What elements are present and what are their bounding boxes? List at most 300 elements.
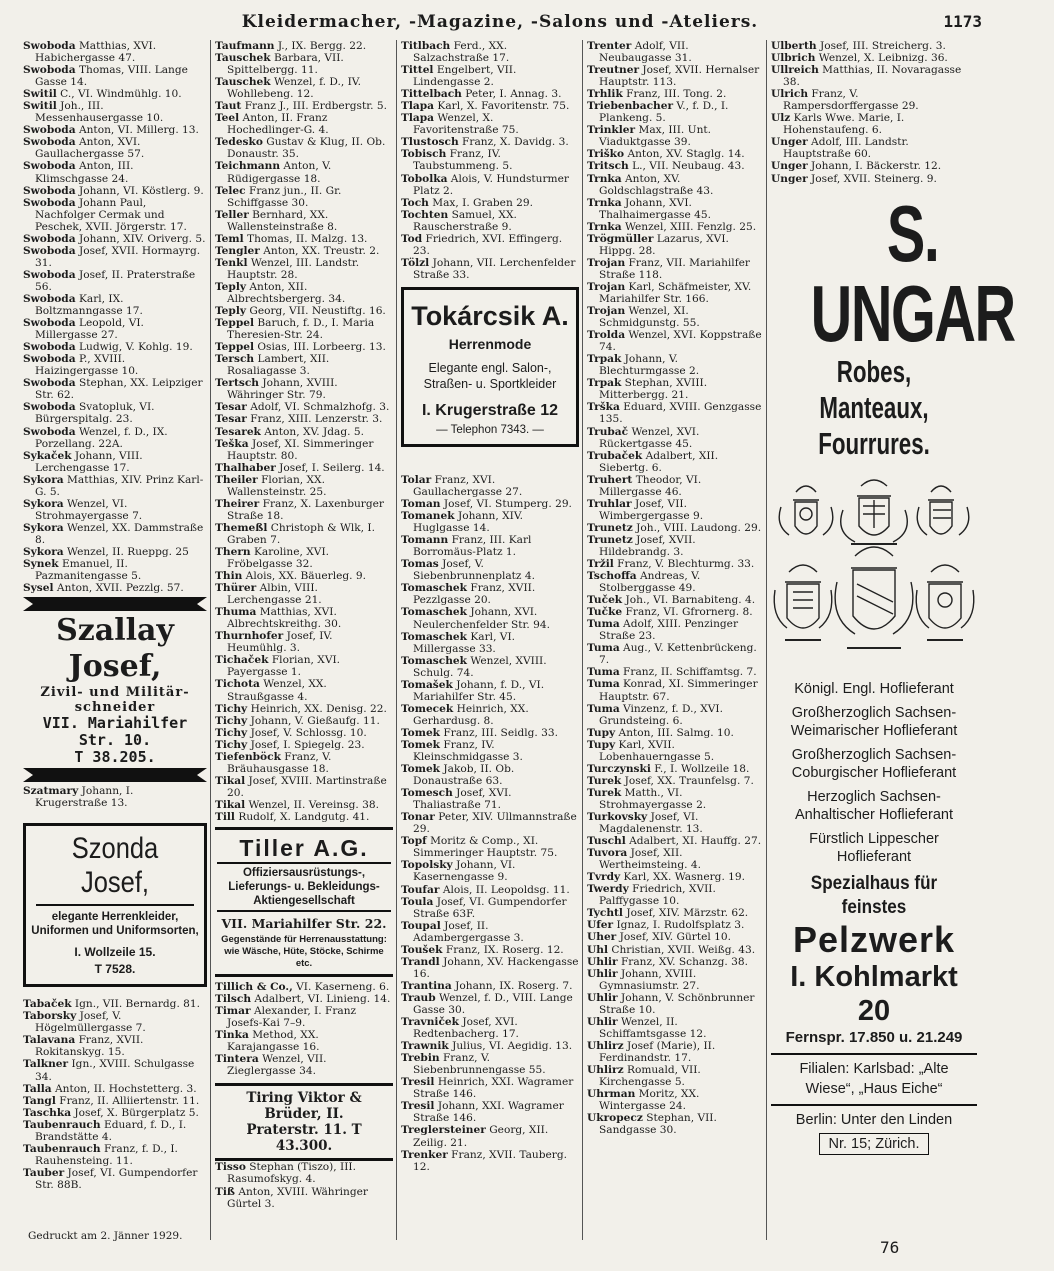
directory-entry: [23, 197, 207, 233]
entry-address: Gustav & Klug, II. Ob. Donaustr. 35.: [227, 136, 386, 161]
entry-address: Wenzel, III. Landstr. Hauptstr. 28.: [227, 256, 360, 281]
column-4: [584, 40, 766, 1220]
entry-name: Thalhaber: [215, 461, 276, 474]
entry-name: Trpak: [587, 353, 622, 366]
directory-entry: [215, 727, 393, 739]
directory-entry: [215, 401, 393, 413]
entry-name: Tomaschek: [401, 630, 468, 643]
entry-name: Tobolka: [401, 172, 448, 185]
entry-name: Tilsch: [215, 993, 252, 1006]
entry-address: Anton, VI. Millerg. 13.: [75, 124, 199, 137]
directory-entry: [587, 775, 763, 787]
entry-name: Tisso: [215, 1161, 246, 1174]
entry-name: Turek: [587, 774, 622, 787]
ad-name: Szonda Josef,: [71, 832, 159, 900]
entry-address: Friedrich, XVII. Palffygasse 10.: [599, 883, 716, 908]
directory-entry: [23, 1119, 207, 1143]
entry-address: Josef, XVII. Hormayrg. 31.: [35, 244, 201, 269]
entry-address: Wenzel, II. Rueppg. 25: [63, 545, 189, 558]
entry-address: Heinrich, XXI. Wagramer Straße 146.: [413, 1076, 574, 1101]
entry-address: Osias, III. Lorbeerg. 13.: [254, 341, 386, 354]
entry-address: Adolf, VI. Schmalzhofg. 3.: [246, 401, 390, 414]
directory-entry: [401, 257, 579, 281]
ad-line: Fourrures.: [818, 425, 930, 461]
entry-address: Wenzel, II. Schiffamtsgasse 12.: [599, 1015, 707, 1040]
entry-name: Ulz: [771, 112, 791, 125]
entry-name: Swoboda: [23, 64, 76, 77]
entry-address: Max, I. Graben 29.: [428, 196, 533, 209]
entry-address: Josef, XVII. Steinerg. 9.: [807, 172, 937, 185]
entry-address: Lambert, XII. Rosaliagasse 3.: [227, 353, 330, 378]
entry-name: Tomek: [401, 738, 441, 751]
directory-entry: [587, 148, 763, 160]
entry-name: Tintera: [215, 1053, 259, 1066]
ad-phone: T 7528.: [94, 962, 136, 977]
sheet-number: 76: [880, 1238, 900, 1257]
entry-name: Taborsky: [23, 1010, 77, 1023]
directory-entry: [401, 679, 579, 703]
directory-entry: [23, 785, 207, 809]
entry-address: C., VI. Windmühlg. 10.: [56, 88, 182, 101]
royal-crests-icon: [771, 472, 977, 672]
directory-entry: [23, 1010, 207, 1034]
directory-entry: [587, 558, 763, 570]
entry-name: Teply: [215, 280, 246, 293]
directory-entry: [215, 1053, 393, 1077]
entry-address: Franz, XVII. Pezzlgasse 20.: [413, 582, 536, 607]
entry-address: Christoph & Wlk, I. Graben 7.: [227, 521, 375, 546]
entry-name: Swoboda: [23, 401, 76, 414]
directory-entry: [23, 185, 207, 197]
entry-address: Josef, III. Streicherg. 3.: [816, 40, 946, 52]
entry-name: Teply: [215, 305, 246, 318]
entry-name: Trnka: [587, 220, 622, 233]
directory-entry: [587, 847, 763, 871]
entry-address: Johann, V. Schönbrunner Straße 10.: [599, 991, 755, 1016]
directory-entry: [401, 582, 579, 606]
entry-name: Tuma: [587, 678, 620, 691]
entry-address: Eduard, XVIII. Genzgasse 135.: [599, 401, 762, 426]
entry-name: Tupy: [587, 726, 616, 739]
ad-address: VII. Mariahilfer Str. 22.: [221, 916, 387, 932]
entry-address: Romuald, VII. Kirchengasse 5.: [599, 1063, 701, 1089]
entry-name: Tiß: [215, 1185, 235, 1198]
column-divider: [396, 40, 397, 1240]
directory-entry: [587, 401, 763, 425]
entry-list: [215, 40, 393, 823]
directory-entry: [401, 136, 579, 148]
directory-entry: [587, 197, 763, 221]
directory-entry: [587, 594, 763, 606]
ad-rule: [36, 904, 194, 906]
entry-address: Svatopluk, VI. Bürgerspitalg. 23.: [35, 401, 155, 426]
entry-name: Tichy: [215, 714, 248, 727]
directory-entry: [587, 281, 763, 305]
directory-entry: [401, 980, 579, 992]
page-header: [0, 12, 1000, 38]
entry-address: L., VII. Neubaug. 43.: [628, 160, 745, 173]
ad-pelz: Pelzwerk: [792, 918, 956, 960]
ad-border-bar: [23, 768, 207, 782]
entry-name: Thern: [215, 545, 251, 558]
entry-name: Tuma: [587, 618, 620, 631]
entry-name: Tölzl: [401, 256, 430, 269]
directory-entry: [587, 992, 763, 1016]
directory-entry: [587, 522, 763, 534]
directory-entry: [587, 88, 763, 100]
entry-name: Teml: [215, 232, 244, 245]
directory-entry: [23, 426, 207, 450]
entry-address: Ferd., XX. Salzachstraße 17.: [413, 40, 510, 65]
entry-name: Tinka: [215, 1029, 249, 1042]
ad-name: Tiller A.G.: [239, 835, 369, 862]
directory-entry: [215, 678, 393, 702]
entry-name: Tesar: [215, 401, 247, 414]
entry-name: Teichmann: [215, 160, 281, 173]
entry-name: Swoboda: [23, 317, 76, 330]
entry-address: Johann, V. Blechturmgasse 2.: [599, 353, 700, 378]
directory-entry: [401, 1076, 579, 1100]
entry-name: Swoboda: [23, 377, 76, 390]
directory-entry: [587, 64, 763, 88]
directory-entry: [215, 606, 393, 630]
entry-address: Karl, X. Favoritenstr. 75.: [434, 100, 570, 113]
entry-name: Tomek: [401, 726, 441, 739]
directory-entry: [771, 136, 977, 160]
entry-address: Karoline, XVI. Fröbelgasse 32.: [227, 545, 329, 571]
directory-entry: [587, 944, 763, 956]
hoflieferant-line: Königl. Engl. Hoflieferant: [794, 680, 954, 697]
directory-entry: [587, 124, 763, 148]
directory-entry: [23, 1143, 207, 1167]
directory-entry: [23, 233, 207, 245]
ad-tiller: [215, 827, 393, 977]
ad-address: I. Krugerstraße 12: [421, 401, 559, 419]
entry-address: Konrad, XI. Simmeringer Hauptstr. 67.: [599, 678, 758, 703]
entry-address: Josef, II. Praterstraße 56.: [35, 268, 196, 293]
directory-entry: [215, 305, 393, 317]
entry-address: Method, XX. Karajangasse 16.: [227, 1029, 320, 1054]
entry-name: Tomanek: [401, 510, 455, 523]
entry-name: Trojan: [587, 305, 626, 318]
directory-entry: [587, 1040, 763, 1064]
entry-name: Tengler: [215, 244, 260, 257]
directory-entry: [401, 1124, 579, 1148]
column-2: [212, 40, 396, 1220]
entry-name: Sykora: [23, 521, 64, 534]
entry-name: Treglersteiner: [401, 1124, 486, 1137]
directory-entry: [215, 52, 393, 76]
directory-entry: [23, 353, 207, 377]
directory-entry: [215, 498, 393, 522]
entry-name: Swoboda: [23, 124, 76, 137]
entry-address: Josef, VII. Wimbergergasse 9.: [599, 497, 704, 522]
entry-name: Swoboda: [23, 268, 76, 281]
entry-name: Swoboda: [23, 160, 76, 173]
entry-address: Wenzel, XVI. Rückertgasse 45.: [599, 425, 700, 450]
entry-address: Alois, XX. Bäuerleg. 9.: [242, 570, 367, 583]
directory-entry: [401, 655, 579, 679]
entry-list: [23, 40, 207, 594]
entry-name: Travniček: [401, 1016, 459, 1029]
ad-filialen-2: Wiese“, „Haus Eiche“: [805, 1080, 943, 1097]
directory-entry: [771, 64, 977, 88]
entry-address: Franz, XVII. Rokitanskyg. 15.: [35, 1034, 144, 1059]
entry-name: Tenkl: [215, 256, 248, 269]
directory-entry: [401, 474, 579, 498]
entry-name: Teška: [215, 437, 249, 450]
entry-name: Trebin: [401, 1052, 440, 1065]
entry-address: Barbara, VII. Spittelbergg. 11.: [227, 52, 344, 77]
ad-description: elegante Herrenkleider, Uniformen und Uniformsorten,: [31, 911, 199, 938]
entry-address: Josef, XVII. Hernalser Hauptstr. 113.: [599, 64, 760, 89]
directory-entry: [587, 727, 763, 739]
directory-entry: [215, 1029, 393, 1053]
directory-entry: [215, 462, 393, 474]
entry-name: Trubač: [587, 425, 629, 438]
entry-address: Franz, V. Blechturmg. 33.: [613, 558, 755, 571]
entry-name: Thin: [215, 570, 243, 583]
entry-name: Titlbach: [401, 40, 451, 52]
entry-address: Thomas, VIII. Lange Gasse 14.: [35, 64, 188, 89]
entry-address: Ignaz, I. Rudolfsplatz 3.: [613, 919, 745, 932]
entry-name: Theirer: [215, 497, 260, 510]
entry-name: Themeßl: [215, 521, 268, 534]
entry-address: Josef, V. Siebenbrunnenplatz 4.: [413, 558, 535, 583]
directory-entry: [215, 377, 393, 401]
directory-entry: [215, 76, 393, 100]
entry-name: Uhlir: [587, 1015, 618, 1028]
entry-name: Triško: [587, 148, 625, 161]
entry-address: Josef, I. Spiegelg. 23.: [247, 738, 365, 751]
entry-name: Sysel: [23, 582, 54, 595]
entry-name: Tersch: [215, 353, 255, 366]
ad-name: S. UNGAR: [810, 188, 1015, 358]
entry-address: Josef, VI. Magdalenenstr. 13.: [599, 811, 703, 836]
entry-name: Ullreich: [771, 64, 819, 77]
hoflieferant-line: Großherzoglich Sachsen-Weimarischer Hoflieferant: [790, 704, 958, 739]
entry-name: Trawnik: [401, 1040, 449, 1053]
directory-entry: [215, 703, 393, 715]
directory-entry: [401, 1052, 579, 1076]
entry-name: Switil: [23, 88, 57, 101]
entry-name: Swoboda: [23, 40, 76, 52]
entry-name: Trpak: [587, 377, 622, 390]
directory-entry: [23, 269, 207, 293]
entry-name: Turczynski: [587, 762, 651, 775]
entry-name: Tittelbach: [401, 88, 462, 101]
entry-name: Theiler: [215, 473, 258, 486]
directory-entry: [587, 835, 763, 847]
hoflieferant-line: Großherzoglich Sachsen-Coburgischer Hoflieferant: [791, 746, 957, 781]
entry-name: Tod: [401, 232, 423, 245]
ad-special: Spezialhaus für feinstes: [810, 872, 938, 918]
directory-entry: [587, 173, 763, 197]
entry-name: Tabaček: [23, 998, 72, 1011]
entry-name: Tlustosch: [401, 136, 459, 149]
entry-name: Tresil: [401, 1100, 435, 1113]
entry-name: Synek: [23, 558, 59, 571]
directory-entry: [23, 160, 207, 184]
directory-entry: [215, 630, 393, 654]
directory-entry: [587, 377, 763, 401]
directory-entry: [771, 112, 977, 136]
entry-name: Twerdy: [587, 883, 629, 896]
directory-entry: [215, 1161, 393, 1185]
directory-entry: [587, 1088, 763, 1112]
ad-szonda: [23, 823, 207, 987]
entry-name: Trnka: [587, 196, 622, 209]
ad-trade: Zivil- und Militär-schneider: [40, 685, 190, 716]
entry-address: Joh., III. Messenhausergasse 10.: [35, 100, 164, 125]
entry-list: [23, 785, 207, 809]
ad-border-bar: [23, 597, 207, 611]
ad-line: Praterstr. 11. T 43.300.: [246, 1122, 362, 1155]
entry-name: Tschoffa: [587, 570, 637, 583]
directory-entry: [771, 40, 977, 52]
directory-entry: [401, 558, 579, 582]
entry-address: Franz, III. Karl Borromäus-Platz 1.: [413, 534, 532, 559]
directory-entry: [587, 642, 763, 666]
entry-address: Josef (Marie), II. Ferdinandstr. 17.: [599, 1039, 716, 1064]
entry-address: Emanuel, II. Pazmanitengasse 5.: [35, 558, 142, 583]
entry-address: Ign., VII. Bernardg. 81.: [71, 998, 201, 1011]
entry-address: Bernhard, XX. Wallensteinstraße 8.: [227, 208, 338, 233]
entry-address: Aug., V. Kettenbrückeng. 7.: [599, 642, 757, 667]
entry-address: Josef, VI. Stumperg. 29.: [440, 498, 572, 511]
directory-entry: [215, 136, 393, 160]
entry-address: Franz, II. Alliiertenstr. 11.: [55, 1094, 200, 1107]
entry-address: Johann, XIV. Huglgasse 14.: [413, 510, 523, 535]
entry-address: Anton, XX. Treustr. 2.: [259, 244, 380, 257]
entry-address: Franz, XVI. Gaullachergasse 27.: [413, 473, 523, 498]
entry-name: Ukropecz: [587, 1112, 643, 1125]
directory-entry: [23, 40, 207, 64]
directory-entry: [401, 631, 579, 655]
entry-address: Franz, f. D., I. Rauhensteing. 11.: [35, 1142, 178, 1167]
ad-berlin-2: Nr. 15; Zürich.: [819, 1133, 928, 1155]
entry-address: Karls Wwe. Marie, I. Hohenstaufeng. 6.: [783, 112, 905, 137]
entry-name: Swoboda: [23, 353, 76, 366]
directory-entry: [215, 353, 393, 377]
entry-name: Talla: [23, 1082, 52, 1095]
entry-name: Swoboda: [23, 232, 76, 245]
directory-entry: [215, 474, 393, 498]
entry-name: Tillich & Co.,: [215, 981, 293, 994]
entry-name: Tauber: [23, 1166, 65, 1179]
entry-name: Uhl: [587, 943, 608, 956]
entry-address: Franz, IX. Roserg. 12.: [442, 943, 564, 956]
entry-name: Tritsch: [587, 160, 629, 173]
entry-address: Josef, I. Seilerg. 14.: [275, 461, 385, 474]
entry-address: Josef, XVI. Thaliastraße 71.: [413, 787, 512, 812]
entry-address: Josef, V. Schlossg. 10.: [247, 726, 367, 739]
directory-entry: [23, 498, 207, 522]
directory-entry: [215, 257, 393, 281]
directory-entry: [401, 763, 579, 787]
ad-address: I. Kohlmarkt 20: [790, 960, 958, 1027]
entry-address: Josef, XIV. Gürtel 10.: [616, 931, 731, 944]
ad-szallay: [23, 597, 207, 782]
entry-name: Trojan: [587, 280, 626, 293]
entry-name: Tichy: [215, 738, 248, 751]
column-3: [398, 40, 582, 1220]
directory-entry: [401, 859, 579, 883]
entry-address: Johann, IX. Roserg. 7.: [451, 979, 573, 992]
column-divider: [582, 40, 583, 1240]
entry-address: Franz, III. Seidlg. 33.: [440, 726, 559, 739]
directory-entry: [401, 811, 579, 835]
directory-entry: [23, 245, 207, 269]
entry-address: Wenzel, XI. Schmidgunstg. 55.: [599, 305, 700, 330]
entry-address: Friedrich, XVI. Effingerg. 23.: [413, 232, 563, 257]
directory-entry: [587, 40, 763, 64]
entry-address: Max, III. Unt. Viaduktgasse 39.: [599, 124, 712, 149]
entry-name: Toch: [401, 196, 429, 209]
directory-entry: [401, 703, 579, 727]
entry-list: [771, 40, 977, 185]
entry-address: Matthias, XVI. Habichergasse 47.: [35, 40, 157, 65]
entry-address: Franz, X. Laxenburger Straße 18.: [227, 497, 384, 522]
directory-entry: [587, 233, 763, 257]
entry-address: Wenzel, VII. Zieglergasse 34.: [227, 1053, 327, 1078]
directory-entry: [587, 883, 763, 907]
directory-entry: [587, 956, 763, 968]
entry-name: Tomecek: [401, 702, 454, 715]
entry-list: [401, 40, 579, 281]
entry-name: Trinkler: [587, 124, 636, 137]
directory-entry: [401, 992, 579, 1016]
directory-entry: [215, 426, 393, 438]
entry-address: Franz, VI. Gfrornerg. 8.: [622, 606, 753, 619]
directory-entry: [23, 136, 207, 160]
directory-entry: [215, 751, 393, 775]
entry-address: Johann, VI. Köstlerg. 9.: [75, 184, 204, 197]
entry-address: Franz, IV. Taubstummeng. 5.: [413, 148, 513, 173]
entry-address: Franz, XV. Schanzg. 38.: [617, 955, 748, 968]
entry-address: Adolf, VII. Neubaugasse 31.: [599, 40, 692, 65]
entry-address: Samuel, XX. Rauscherstraße 9.: [413, 208, 517, 233]
entry-name: Tresil: [401, 1076, 435, 1089]
entry-name: Timar: [215, 1005, 251, 1018]
entry-address: Karl, Schäfmeister, XV. Mariahilfer Str. 166.: [599, 280, 752, 305]
directory-entry: [23, 998, 207, 1010]
entry-address: Jakob, II. Ob. Donaustraße 63.: [413, 763, 515, 788]
directory-entry: [215, 582, 393, 606]
entry-name: Tiefenböck: [215, 750, 281, 763]
directory-entry: [215, 811, 393, 823]
entry-address: Anton, XV. Staglg. 14.: [624, 148, 745, 161]
directory-entry: [587, 606, 763, 618]
entry-name: Tuma: [587, 702, 620, 715]
directory-entry: [23, 1167, 207, 1191]
entry-address: Matthias, II. Novaragasse 38.: [783, 64, 962, 89]
entry-name: Trögmüller: [587, 232, 654, 245]
entry-address: Florian, XVI. Payergasse 1.: [227, 654, 341, 679]
entry-address: Stephan, XX. Leipziger Str. 62.: [35, 377, 203, 402]
crest-group-icon: [771, 472, 977, 672]
entry-address: Matth., VI. Strohmayergasse 2.: [599, 786, 707, 811]
entry-name: Toufar: [401, 883, 440, 896]
entry-address: Johann, XVI. Neulerchenfelder Str. 94.: [413, 606, 550, 631]
directory-entry: [401, 64, 579, 88]
entry-name: Swoboda: [23, 196, 76, 209]
entry-name: Tikal: [215, 798, 246, 811]
entry-name: Tomas: [401, 558, 439, 571]
entry-address: Alexander, I. Franz Josefs-Kai 7–9.: [227, 1005, 357, 1030]
entry-address: Engelbert, VII. Lindengasse 2.: [413, 64, 517, 89]
directory-entry: [23, 1107, 207, 1119]
